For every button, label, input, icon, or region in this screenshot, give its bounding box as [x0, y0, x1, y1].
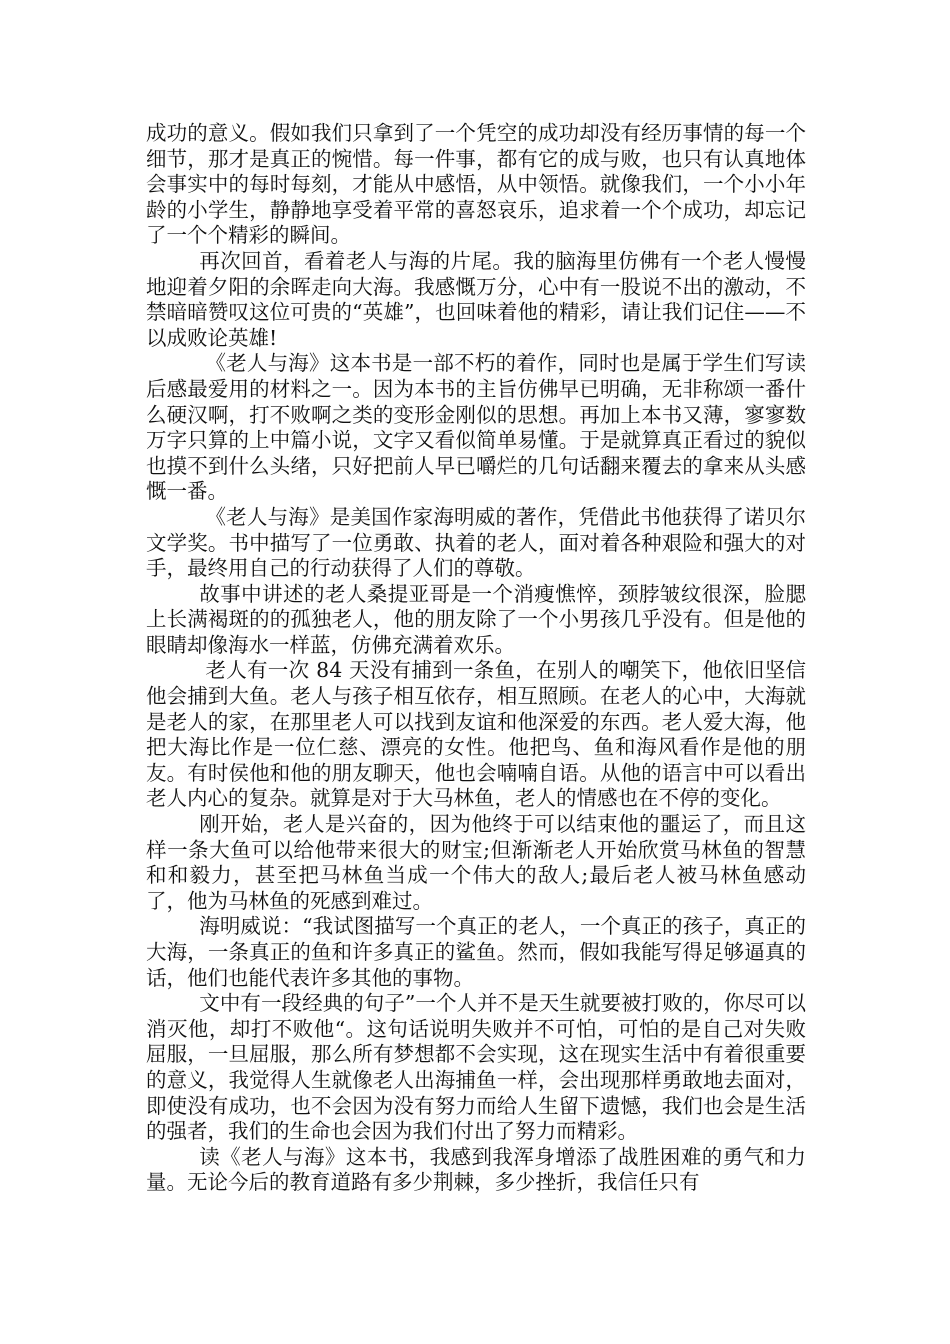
paragraph-2: 再次回首，看着老人与海的片尾。我的脑海里仿佛有一个老人慢慢地迎着夕阳的余晖走向大海。我感慨万分，心中有一股说不出的激动，不禁暗暗赞叹这位可贵的“英雄”，也回味着他的精彩，请让我们记住——不以成败论英雄!: [146, 248, 806, 350]
paragraph-4: 《老人与海》是美国作家海明威的著作，凭借此书他获得了诺贝尔文学奖。书中描写了一位勇敢、执着的老人，面对着各种艰险和强大的对手，最终用自己的行动获得了人们的尊敬。: [146, 504, 806, 581]
paragraph-1: 成功的意义。假如我们只拿到了一个凭空的成功却没有经历事情的每一个细节，那才是真正的惋惜。每一件事，都有它的成与败，也只有认真地体会事实中的每时每刻，才能从中感悟，从中领悟。就像我们，一个小小年龄的小学生，静静地享受着平常的喜怒哀乐，追求着一个个成功，却忘记了一个个精彩的瞬间。: [146, 121, 806, 248]
paragraph-8: 海明威说：“我试图描写一个真正的老人，一个真正的孩子，真正的大海，一条真正的鱼和许多真正的鲨鱼。然而，假如我能写得足够逼真的话，他们也能代表许多其他的事物。: [146, 914, 806, 990]
document-body: [146, 121, 806, 1196]
paragraph-10: 读《老人与海》这本书，我感到我浑身增添了战胜困难的勇气和力量。无论今后的教育道路有多少荆棘，多少挫折，我信任只有: [146, 1144, 806, 1195]
paragraph-6: 老人有一次 84 天没有捕到一条鱼，在别人的嘲笑下，他依旧坚信他会捕到大鱼。老人与孩子相互依存，相互照顾。在老人的心中，大海就是老人的家，在那里老人可以找到友谊和他深爱的东西。老人爱大海，他把大海比作是一位仁慈、漂亮的女性。他把鸟、鱼和海风看作是他的朋友。有时侯他和他的朋友聊天，他也会喃喃自语。从他的语言中可以看出老人内心的复杂。就算是对于大马林鱼，老人的情感也在不停的变化。: [146, 658, 806, 811]
paragraph-3: 《老人与海》这本书是一部不朽的着作，同时也是属于学生们写读后感最爱用的材料之一。因为本书的主旨仿佛早已明确，无非称颂一番什么硬汉啊，打不败啊之类的变形金刚似的思想。再加上本书又薄，寥寥数万字只算的上中篇小说，文字又看似简单易懂。于是就算真正看过的貌似也摸不到什么头绪，只好把前人早已嚼烂的几句话翻来覆去的拿来从头感慨一番。: [146, 351, 806, 504]
paragraph-7: 刚开始，老人是兴奋的，因为他终于可以结束他的噩运了，而且这样一条大鱼可以给他带来很大的财宝;但渐渐老人开始欣赏马林鱼的智慧和和毅力，甚至把马林鱼当成一个伟大的敌人;最后老人被马林鱼感动了，他为马林鱼的死感到难过。: [146, 812, 806, 913]
paragraph-5: 故事中讲述的老人桑提亚哥是一个消瘦憔悴，颈脖皱纹很深，脸腮上长满褐斑的的孤独老人，他的朋友除了一个小男孩几乎没有。但是他的眼睛却像海水一样蓝，仿佛充满着欢乐。: [146, 581, 806, 657]
paragraph-9: 文中有一段经典的句子”一个人并不是天生就要被打败的，你尽可以消灭他，却打不败他“。这句话说明失败并不可怕，可怕的是自己对失败屈服，一旦屈服，那么所有梦想都不会实现，这在现实生活中有着很重要的意义，我觉得人生就像老人出海捕鱼一样，会出现那样勇敢地去面对，即使没有成功，也不会因为没有努力而给人生留下遗憾，我们也会是生活的强者，我们的生命也会因为我们付出了努力而精彩。: [146, 991, 806, 1144]
